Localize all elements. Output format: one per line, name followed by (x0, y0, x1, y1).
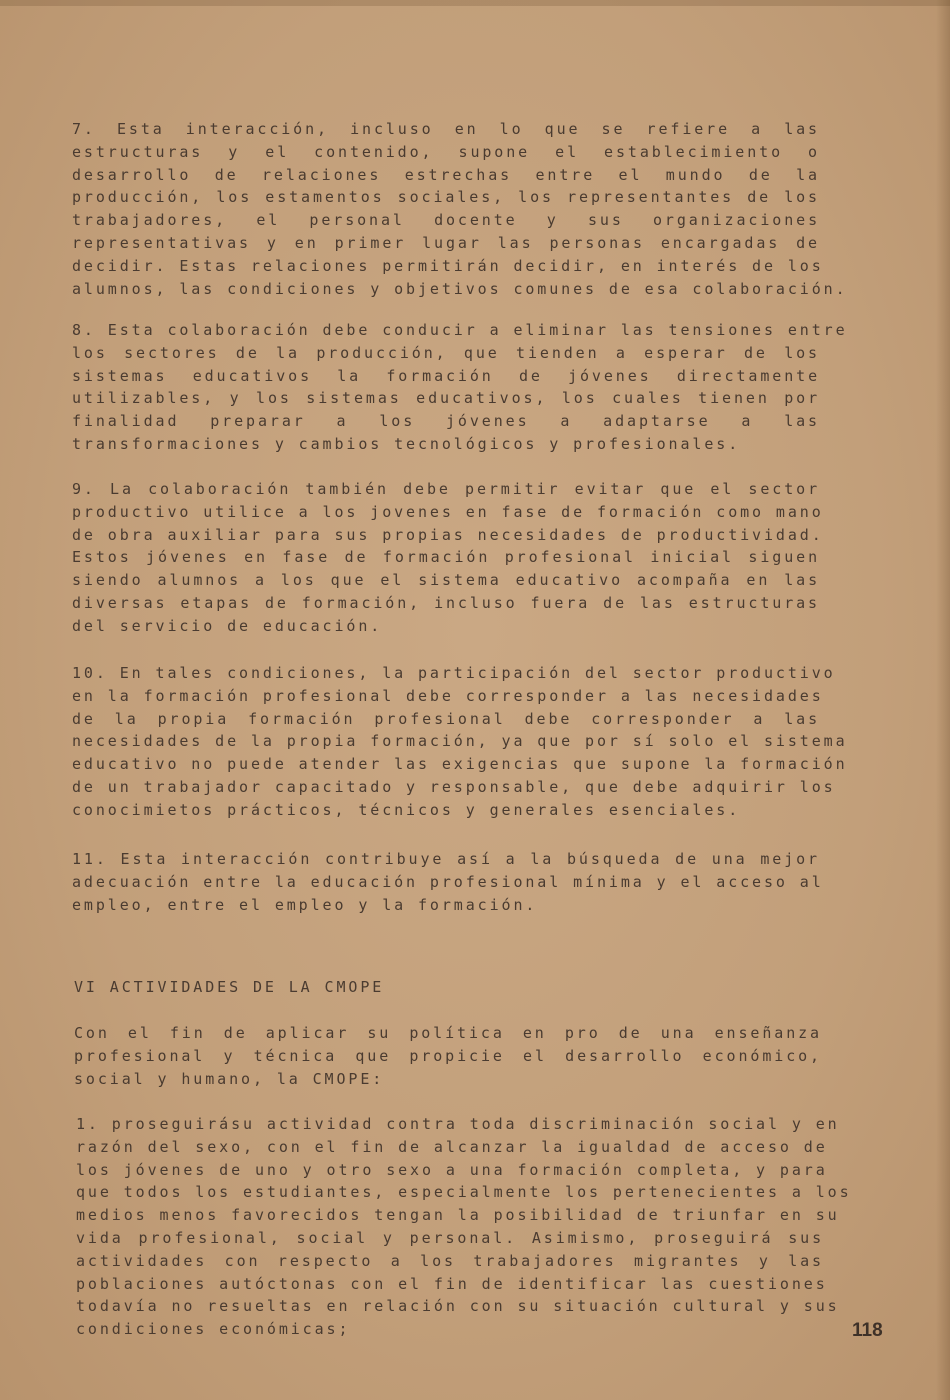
text-line: condiciones económicas; (76, 1320, 351, 1339)
text-line: trabajadores, el personal docente y sus organizaciones (72, 211, 820, 230)
text-line: de un trabajador capacitado y responsable, que debe adquirir los (72, 777, 836, 796)
text-line: Con el fin de aplicar su política en pro de una enseñanza (74, 1024, 822, 1042)
paragraph-9 (72, 478, 824, 638)
text-line: del servicio de educación. (72, 616, 383, 635)
text-line: educativo no puede atender las exigencias que supone la formación (72, 755, 848, 774)
text-line: transformaciones y cambios tecnológicos y profesionales. (72, 434, 741, 453)
text-line: vida profesional, social y personal. Asimismo, proseguirá sus (76, 1228, 824, 1247)
text-line: finalidad preparar a los jóvenes a adaptarse a las (72, 412, 820, 431)
text-line: actividades con respecto a los trabajadores migrantes y las (76, 1251, 824, 1270)
text-line: 8. Esta colaboración debe conducir a eliminar las tensiones entre (72, 321, 848, 339)
text-line: producción, los estamentos sociales, los representantes de los (72, 188, 820, 207)
text-line: 7. Esta interacción, incluso en lo que se refiere a las (72, 120, 820, 138)
page-number: 118 (852, 1320, 883, 1341)
text-line: siendo alumnos a los que el sistema educativo acompaña en las (72, 571, 820, 590)
text-line: desarrollo de relaciones estrechas entre el mundo de la (72, 165, 820, 184)
text-line: adecuación entre la educación profesional mínima y el acceso al (72, 872, 824, 891)
text-line: utilizables, y los sistemas educativos, los cuales tienen por (72, 389, 820, 408)
text-line: empleo, entre el empleo y la formación. (72, 895, 538, 914)
text-line: diversas etapas de formación, incluso fuera de las estructuras (72, 593, 820, 612)
text-line: que todos los estudiantes, especialmente los pertenecientes a los (76, 1183, 852, 1202)
text-line: decidir. Estas relaciones permitirán decidir, en interés de los (72, 256, 824, 275)
text-line: 11. Esta interacción contribuye así a la búsqueda de una mejor (72, 850, 820, 868)
text-line: estructuras y el contenido, supone el establecimiento o (72, 142, 820, 161)
text-line: de la propia formación profesional debe corresponder a las (72, 709, 820, 728)
text-line: conocimietos prácticos, técnicos y generales esenciales. (72, 800, 741, 819)
text-line: sistemas educativos la formación de jóvenes directamente (72, 366, 820, 385)
page-top-edge (0, 0, 950, 6)
paragraph-7 (72, 118, 848, 300)
paragraph-8 (72, 319, 848, 456)
text-line: los sectores de la producción, que tienden a esperar de los (72, 343, 820, 362)
text-line: de obra auxiliar para sus propias necesidades de productividad. (72, 525, 824, 544)
text-line: 1. proseguirásu actividad contra toda discriminación social y en (76, 1115, 840, 1133)
text-line: medios menos favorecidos tengan la posibilidad de triunfar en su (76, 1206, 840, 1225)
text-line: todavía no resueltas en relación con su situación cultural y sus (76, 1297, 840, 1316)
text-line: poblaciones autóctonas con el fin de identificar las cuestiones (76, 1274, 828, 1293)
text-line: profesional y técnica que propicie el desarrollo económico, (74, 1046, 822, 1065)
text-line: productivo utilice a los jovenes en fase de formación como mano (72, 502, 824, 521)
text-line: en la formación profesional debe corresponder a las necesidades (72, 686, 824, 705)
text-line: 10. En tales condiciones, la participación del sector productivo (72, 664, 836, 682)
text-line: 9. La colaboración también debe permitir evitar que el sector (72, 480, 820, 498)
text-line: los jóvenes de uno y otro sexo a una formación completa, y para (76, 1160, 828, 1179)
intro-paragraph (74, 1022, 822, 1090)
text-line: razón del sexo, con el fin de alcanzar la igualdad de acceso de (76, 1137, 828, 1156)
section-heading: VI ACTIVIDADES DE LA CMOPE (74, 978, 385, 996)
text-line: social y humano, la CMOPE: (74, 1069, 385, 1088)
text-line: representativas y en primer lugar las personas encargadas de (72, 233, 820, 252)
text-line: Estos jóvenes en fase de formación profesional inicial siguen (72, 548, 820, 567)
text-line: alumnos, las condiciones y objetivos comunes de esa colaboración. (72, 279, 848, 298)
list-item-1 (76, 1113, 852, 1341)
page-right-edge (936, 0, 950, 1400)
text-line: necesidades de la propia formación, ya que por sí solo el sistema (72, 732, 848, 751)
paragraph-11 (72, 848, 824, 916)
paragraph-10 (72, 662, 848, 822)
